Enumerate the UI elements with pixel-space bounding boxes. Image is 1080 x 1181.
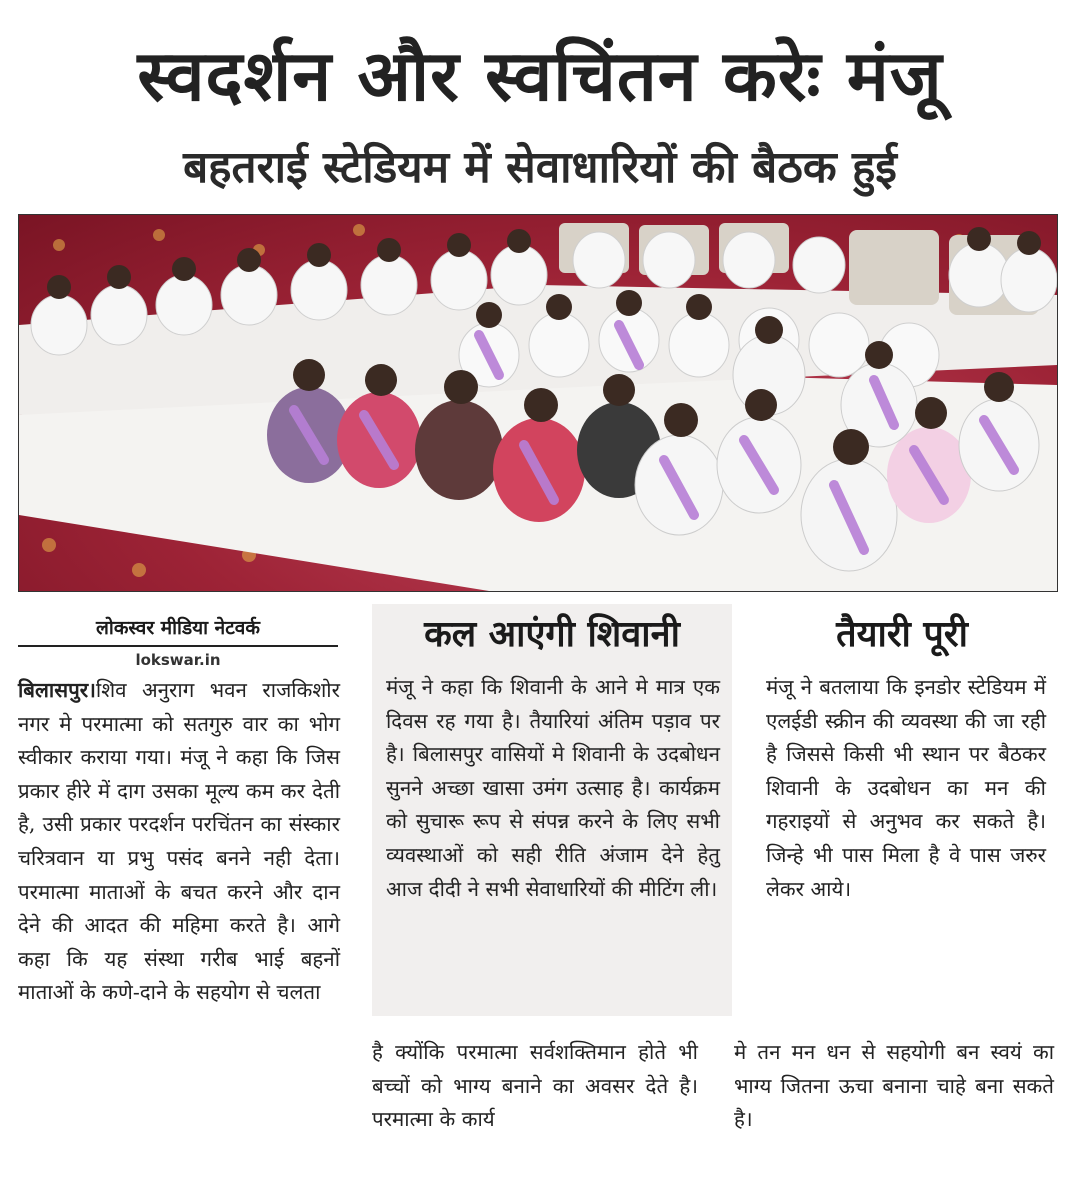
byline-site: lokswar.in — [135, 651, 221, 669]
left-column-text — [18, 674, 340, 1010]
left-column-body: शिव अनुराग भवन राजकिशोर नगर मे परमात्मा को सतगुरु वार का भोग स्वीकार कराया गया। मंजू ने कहा कि जिस प्रकार हीरे में दाग उसका मूल्य कम कर देती है, उसी प्रकार परदर्शन परचिंतन का संस्कार चरित्रवान या प्रभु पसंद बनने नही देता। परमात्मा माताओं के बचत करने और दान देने की आदत की महिमा करते है। आगे कहा कि यह संस्था गरीब भाई बहनों माताओं के कणे-दाने के सहयोग से चलता — [18, 678, 340, 1005]
main-photo — [18, 214, 1058, 592]
photo-scene — [19, 215, 1057, 591]
headline: स्वदर्शन और स्वचिंतन करेः मंजू — [137, 35, 943, 117]
box-heading: कल आएंगी शिवानी — [424, 614, 680, 655]
box-body: मंजू ने कहा कि शिवानी के आने मे मात्र एक दिवस रह गया है। तैयारियां अंतिम पड़ाव पर है। बिलासपुर वासियों मे शिवानी के उदबोधन सुनने अच्छा खासा उमंग उत्साह है। कार्यक्रम को सुचारू रूप से संपन्न करने के लिए सभी व्यवस्थाओं को सही रीति अंजाम देने हेतु आज दीदी ने सभी सेवाधारियों की मीटिंग ली। — [386, 675, 720, 901]
subheadline: बहतराई स्टेडियम में सेवाधारियों की बैठक हुई — [183, 142, 897, 193]
right-heading: तैयारी पूरी — [836, 614, 968, 655]
right-column-body: मंजू ने बतलाया कि इनडोर स्टेडियम में एलईडी स्क्रीन की व्यवस्था की जा रही है जिससे किसी भी स्थान पर बैठकर शिवानी के उदबोधन का मन की गहराइयों से अनुभव कर सकते है। जिन्हे भी पास मिला है वे पास जरुर लेकर आये। — [766, 675, 1046, 901]
bottom-middle-text: है क्योंकि परमात्मा सर्वशक्तिमान होते भी बच्चों को भाग्य बनाने का अवसर देते है। परमात्मा के कार्य — [372, 1040, 698, 1132]
dateline: बिलासपुर। — [18, 678, 96, 702]
byline: लोकस्वर मीडिया नेटवर्क — [18, 611, 338, 647]
bottom-right-text: मे तन मन धन से सहयोगी बन स्वयं का भाग्य जितना ऊचा बनाना चाहे बना सकते है। — [734, 1040, 1054, 1132]
